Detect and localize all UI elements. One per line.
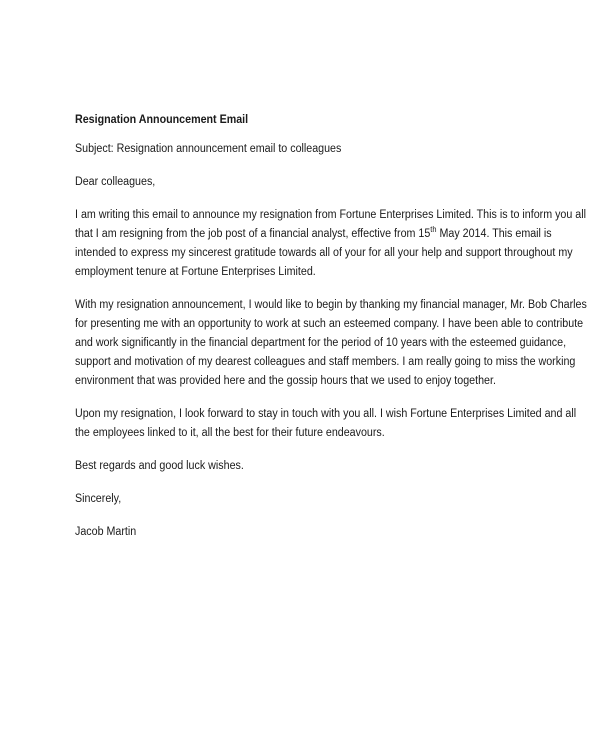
paragraph-3-line-2: the employees linked to it, all the best for their future endeavours. — [75, 427, 385, 439]
paragraph-1-line-3: intended to express my sincerest gratitude towards all of your for all your help and support throughout my — [75, 247, 573, 259]
ordinal-suffix: th — [430, 225, 437, 235]
email-subject: Subject: Resignation announcement email to colleagues — [75, 143, 342, 155]
document-title: Resignation Announcement Email — [75, 114, 249, 126]
closing-line: Best regards and good luck wishes. — [75, 460, 244, 472]
signoff: Sincerely, — [75, 493, 122, 505]
paragraph-3-line-1: Upon my resignation, I look forward to stay in touch with you all. I wish Fortune Enterprises Limited and all — [75, 408, 577, 420]
paragraph-1-line-2 — [75, 225, 553, 244]
paragraph-1-line-1: I am writing this email to announce my resignation from Fortune Enterprises Limited. This is to inform you all — [75, 209, 587, 221]
paragraph-2-line-1: With my resignation announcement, I would like to begin by thanking my financial manager, Mr. Bob Charles — [75, 299, 587, 311]
paragraph-2-line-5: environment that was provided here and the gossip hours that we used to enjoy together. — [75, 375, 496, 387]
paragraph-3 — [75, 405, 577, 443]
paragraph-1-line-4: employment tenure at Fortune Enterprises Limited. — [75, 266, 316, 278]
paragraph-2-line-3: and work significantly in the financial department for the period of 10 years with the esteemed guidance, — [75, 337, 567, 349]
paragraph-1 — [75, 206, 587, 282]
paragraph-2-line-4: support and motivation of my dearest colleagues and staff members. I am really going to miss the working — [75, 356, 576, 368]
paragraph-1-line-2-end: May 2014. This email is — [436, 228, 552, 240]
sender-name: Jacob Martin — [75, 526, 137, 538]
paragraph-2-line-2: for presenting me with an opportunity to work at such an esteemed company. I have been able to contribute — [75, 318, 584, 330]
paragraph-2 — [75, 296, 587, 391]
paragraph-1-line-2-start: that I am resigning from the job post of a financial analyst, effective from 15 — [75, 228, 431, 240]
email-body — [75, 111, 587, 542]
email-greeting: Dear colleagues, — [75, 176, 156, 188]
